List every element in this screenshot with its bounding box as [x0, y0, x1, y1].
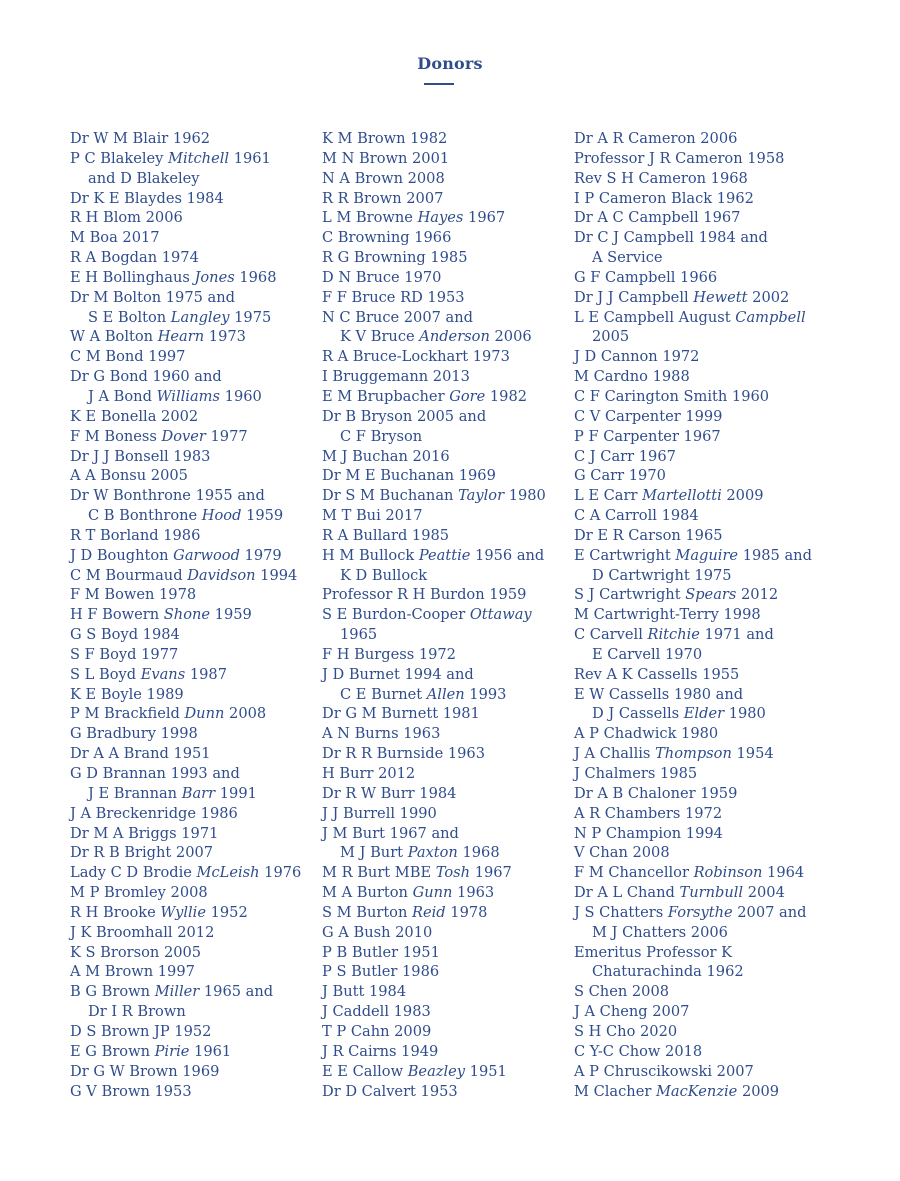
- former-surname: Shone: [163, 606, 211, 624]
- donor-line: R H Brooke Wyllie 1952: [70, 903, 248, 921]
- donor-line: F H Burgess 1972: [322, 645, 456, 663]
- donor-line: M P Bromley 2008: [70, 884, 208, 902]
- donor-line: S L Boyd Evans 1987: [70, 665, 227, 683]
- donor-line: E H Bollinghaus Jones 1968: [70, 268, 277, 286]
- former-surname: Campbell: [735, 308, 806, 326]
- donor-line: J J Burrell 1990: [322, 804, 437, 822]
- donor-line: Dr S M Buchanan Taylor 1980: [322, 487, 546, 505]
- donor-line: J D Burnet 1994 and: [322, 665, 474, 683]
- donor-line: E W Cassells 1980 and: [574, 685, 744, 703]
- donor-line: J A Bond Williams 1960: [88, 387, 262, 405]
- former-surname: Tosh: [435, 864, 471, 882]
- donor-line: 2005: [592, 328, 630, 346]
- donor-line: Dr E R Carson 1965: [574, 526, 723, 544]
- donor-line: M Boa 2017: [70, 229, 160, 247]
- donor-line: Dr I R Brown: [88, 1003, 186, 1021]
- donor-list: [0, 129, 900, 1119]
- former-surname: Garwood: [173, 546, 240, 564]
- donor-line: J Chalmers 1985: [574, 765, 698, 782]
- former-surname: Evans: [140, 665, 186, 683]
- donor-line: J A Cheng 2007: [574, 1003, 690, 1021]
- donor-line: M R Burt MBE Tosh 1967: [322, 864, 512, 882]
- donor-line: Dr G W Brown 1969: [70, 1062, 220, 1080]
- former-surname: Gore: [449, 387, 486, 405]
- donor-line: C Y-C Chow 2018: [574, 1042, 703, 1060]
- donor-line: J Butt 1984: [322, 983, 407, 1001]
- donor-line: Dr D Calvert 1953: [322, 1082, 458, 1100]
- donor-line: E Carvell 1970: [592, 645, 703, 663]
- donor-line: Rev A K Cassells 1955: [574, 665, 740, 683]
- donor-line: L E Carr Martellotti 2009: [574, 487, 764, 505]
- donor-line: F M Chancellor Robinson 1964: [574, 864, 805, 882]
- donor-line: Dr C J Campbell 1984 and: [574, 229, 768, 247]
- donor-line: Chaturachinda 1962: [592, 963, 744, 981]
- donor-line: J M Burt 1967 and: [322, 824, 459, 842]
- donor-line: K D Bullock: [340, 566, 428, 584]
- donor-line: P F Carpenter 1967: [574, 427, 721, 445]
- donor-line: S E Bolton Langley 1975: [88, 308, 272, 326]
- donor-line: K M Brown 1982: [322, 130, 448, 147]
- donor-column-2: [322, 129, 572, 1101]
- donor-line: D J Cassells Elder 1980: [592, 705, 766, 723]
- former-surname: Thompson: [655, 745, 732, 763]
- donor-line: P C Blakeley Mitchell 1961: [70, 149, 271, 167]
- donor-line: Lady C D Brodie McLeish 1976: [70, 864, 302, 882]
- donor-line: I Bruggemann 2013: [322, 368, 470, 386]
- donor-line: F M Boness Dover 1977: [70, 427, 248, 445]
- donor-line: E E Callow Beazley 1951: [322, 1062, 507, 1080]
- former-surname: Davidson: [187, 566, 256, 584]
- former-surname: Reid: [412, 903, 446, 921]
- donor-line: R A Bogdan 1974: [70, 249, 199, 267]
- former-surname: Elder: [683, 705, 725, 723]
- donor-line: K E Bonella 2002: [70, 407, 199, 425]
- donor-line: M Cartwright-Terry 1998: [574, 606, 761, 624]
- donor-line: Dr A R Cameron 2006: [574, 130, 738, 147]
- donor-line: Dr R B Bright 2007: [70, 844, 214, 862]
- former-surname: Hearn: [157, 328, 205, 346]
- donor-line: Dr K E Blaydes 1984: [70, 189, 224, 207]
- donor-line: Dr W Bonthrone 1955 and: [70, 487, 265, 505]
- donor-line: F F Bruce RD 1953: [322, 288, 465, 306]
- former-surname: Hewett: [693, 288, 748, 306]
- former-surname: Hood: [201, 507, 242, 525]
- donor-line: L E Campbell August Campbell: [574, 308, 806, 326]
- donor-column-1: [70, 129, 320, 1101]
- donor-line: G A Bush 2010: [322, 923, 433, 941]
- donor-line: M T Bui 2017: [322, 507, 423, 525]
- donor-line: Professor J R Cameron 1958: [574, 149, 785, 167]
- donor-line: J A Challis Thompson 1954: [574, 745, 774, 763]
- donor-line: A M Brown 1997: [70, 963, 195, 981]
- donor-line: D S Brown JP 1952: [70, 1022, 212, 1040]
- donor-line: T P Cahn 2009: [322, 1022, 432, 1040]
- donor-line: Dr W M Blair 1962: [70, 130, 211, 147]
- former-surname: MacKenzie: [655, 1082, 738, 1100]
- donor-line: C Browning 1966: [322, 229, 452, 247]
- donor-line: Professor R H Burdon 1959: [322, 586, 527, 604]
- donor-line: K S Brorson 2005: [70, 943, 202, 961]
- donor-line: S H Cho 2020: [574, 1022, 678, 1040]
- former-surname: McLeish: [196, 864, 260, 882]
- donor-line: M A Burton Gunn 1963: [322, 884, 495, 902]
- former-surname: Forsythe: [667, 903, 733, 921]
- title-underline: [424, 83, 454, 85]
- donor-line: and D Blakeley: [88, 169, 200, 187]
- donor-column-3: [574, 129, 814, 1101]
- donor-line: C E Burnet Allen 1993: [340, 685, 507, 703]
- former-surname: Hayes: [417, 209, 464, 227]
- donor-line: M J Burt Paxton 1968: [340, 844, 500, 862]
- donor-line: Dr G M Burnett 1981: [322, 705, 480, 723]
- donor-line: Dr A C Campbell 1967: [574, 209, 741, 227]
- former-surname: Miller: [154, 983, 200, 1001]
- former-surname: Wyllie: [160, 903, 206, 921]
- donor-line: A Service: [592, 249, 663, 267]
- donor-line: B G Brown Miller 1965 and: [70, 983, 274, 1001]
- donor-line: K E Boyle 1989: [70, 685, 184, 703]
- former-surname: Paxton: [407, 844, 458, 862]
- former-surname: Anderson: [419, 328, 490, 346]
- donor-line: H M Bullock Peattie 1956 and: [322, 546, 545, 564]
- donor-line: Dr J J Campbell Hewett 2002: [574, 288, 790, 306]
- former-surname: Robinson: [693, 864, 763, 882]
- donor-line: E Cartwright Maguire 1985 and: [574, 546, 812, 564]
- former-surname: Gunn: [412, 884, 453, 902]
- donor-line: D Cartwright 1975: [592, 566, 732, 584]
- donor-line: P B Butler 1951: [322, 943, 440, 961]
- former-surname: Langley: [170, 308, 230, 326]
- donor-line: G V Brown 1953: [70, 1082, 192, 1100]
- donor-line: P S Butler 1986: [322, 963, 440, 981]
- former-surname: Ritchie: [647, 626, 700, 644]
- donor-line: R R Brown 2007: [322, 189, 444, 207]
- donor-line: A N Burns 1963: [322, 725, 441, 743]
- former-surname: Turnbull: [679, 884, 744, 902]
- donor-line: A P Chruscikowski 2007: [574, 1062, 754, 1080]
- donor-line: C F Carington Smith 1960: [574, 387, 770, 405]
- donor-line: C F Bryson: [340, 427, 423, 445]
- donor-line: V Chan 2008: [574, 844, 670, 862]
- donor-line: 1965: [340, 626, 378, 644]
- donor-line: I P Cameron Black 1962: [574, 189, 754, 207]
- donor-line: Dr J J Bonsell 1983: [70, 447, 211, 465]
- former-surname: Martellotti: [642, 487, 722, 505]
- donor-line: J D Cannon 1972: [574, 348, 700, 366]
- former-surname: Mitchell: [168, 149, 230, 167]
- donor-line: Dr G Bond 1960 and: [70, 368, 222, 386]
- donor-line: R A Bullard 1985: [322, 526, 450, 544]
- former-surname: Spears: [685, 586, 737, 604]
- donor-line: J Caddell 1983: [322, 1003, 431, 1021]
- former-surname: Williams: [156, 387, 221, 405]
- donor-line: J R Cairns 1949: [322, 1042, 439, 1060]
- donor-line: C J Carr 1967: [574, 447, 676, 465]
- former-surname: Pirie: [154, 1042, 190, 1060]
- donor-line: G D Brannan 1993 and: [70, 765, 240, 782]
- donor-line: W A Bolton Hearn 1973: [70, 328, 246, 346]
- donor-line: Dr R R Burnside 1963: [322, 745, 485, 763]
- former-surname: Beazley: [407, 1062, 466, 1080]
- donor-line: R A Bruce-Lockhart 1973: [322, 348, 510, 366]
- former-surname: Taylor: [458, 487, 505, 505]
- donor-line: Dr R W Burr 1984: [322, 784, 457, 802]
- donor-line: C Carvell Ritchie 1971 and: [574, 626, 774, 644]
- former-surname: Allen: [426, 685, 465, 703]
- donor-line: Dr B Bryson 2005 and: [322, 407, 487, 425]
- donor-line: G Carr 1970: [574, 467, 666, 485]
- donor-line: S J Cartwright Spears 2012: [574, 586, 779, 604]
- donor-line: M Clacher MacKenzie 2009: [574, 1082, 780, 1100]
- donor-line: Emeritus Professor K: [574, 943, 733, 961]
- donor-line: C M Bourmaud Davidson 1994: [70, 566, 298, 584]
- former-surname: Jones: [194, 268, 235, 286]
- donor-line: R G Browning 1985: [322, 249, 468, 267]
- donor-line: H Burr 2012: [322, 765, 416, 782]
- donor-line: G F Campbell 1966: [574, 268, 718, 286]
- donor-line: C B Bonthrone Hood 1959: [88, 507, 284, 525]
- former-surname: Maguire: [675, 546, 739, 564]
- donor-line: S M Burton Reid 1978: [322, 903, 488, 921]
- donor-line: J A Breckenridge 1986: [70, 804, 238, 822]
- donor-line: J K Broomhall 2012: [70, 923, 215, 941]
- donor-line: Dr M Bolton 1975 and: [70, 288, 235, 306]
- donor-line: Dr M E Buchanan 1969: [322, 467, 496, 485]
- donor-line: R T Borland 1986: [70, 526, 201, 544]
- donor-line: J S Chatters Forsythe 2007 and: [574, 903, 807, 921]
- donor-line: S Chen 2008: [574, 983, 670, 1001]
- donor-line: M J Chatters 2006: [592, 923, 728, 941]
- donor-line: Dr A B Chaloner 1959: [574, 784, 738, 802]
- donor-line: G S Boyd 1984: [70, 626, 180, 644]
- donor-line: L M Browne Hayes 1967: [322, 209, 506, 227]
- donor-line: J E Brannan Barr 1991: [88, 784, 257, 802]
- former-surname: Peattie: [418, 546, 471, 564]
- donor-line: E M Brupbacher Gore 1982: [322, 387, 528, 405]
- donor-line: Dr M A Briggs 1971: [70, 824, 219, 842]
- donor-line: Rev S H Cameron 1968: [574, 169, 748, 187]
- donor-line: K V Bruce Anderson 2006: [340, 328, 532, 346]
- donor-line: N A Brown 2008: [322, 169, 445, 187]
- donor-line: N P Champion 1994: [574, 824, 723, 842]
- former-surname: Ottaway: [469, 606, 532, 624]
- donor-line: F M Bowen 1978: [70, 586, 197, 604]
- donor-line: C M Bond 1997: [70, 348, 186, 366]
- donor-line: N C Bruce 2007 and: [322, 308, 473, 326]
- donor-line: H F Bowern Shone 1959: [70, 606, 252, 624]
- donor-line: P M Brackfield Dunn 2008: [70, 705, 267, 723]
- donor-line: G Bradbury 1998: [70, 725, 198, 743]
- donor-line: R H Blom 2006: [70, 209, 183, 227]
- donor-line: M Cardno 1988: [574, 368, 690, 386]
- former-surname: Barr: [181, 784, 216, 802]
- donor-line: A A Bonsu 2005: [70, 467, 188, 485]
- donor-line: D N Bruce 1970: [322, 268, 442, 286]
- donor-line: A P Chadwick 1980: [574, 725, 719, 743]
- donor-line: Dr A L Chand Turnbull 2004: [574, 884, 785, 902]
- donor-line: C V Carpenter 1999: [574, 407, 723, 425]
- donor-line: E G Brown Pirie 1961: [70, 1042, 232, 1060]
- donor-line: S F Boyd 1977: [70, 645, 179, 663]
- donor-line: J D Boughton Garwood 1979: [70, 546, 282, 564]
- donor-line: S E Burdon-Cooper Ottaway: [322, 606, 532, 624]
- donor-line: M J Buchan 2016: [322, 447, 450, 465]
- donor-line: Dr A A Brand 1951: [70, 745, 211, 763]
- donor-line: M N Brown 2001: [322, 149, 450, 167]
- donor-line: A R Chambers 1972: [574, 804, 723, 822]
- former-surname: Dunn: [184, 705, 225, 723]
- former-surname: Dover: [161, 427, 206, 445]
- page-title: Donors: [417, 54, 483, 73]
- donor-line: C A Carroll 1984: [574, 507, 699, 525]
